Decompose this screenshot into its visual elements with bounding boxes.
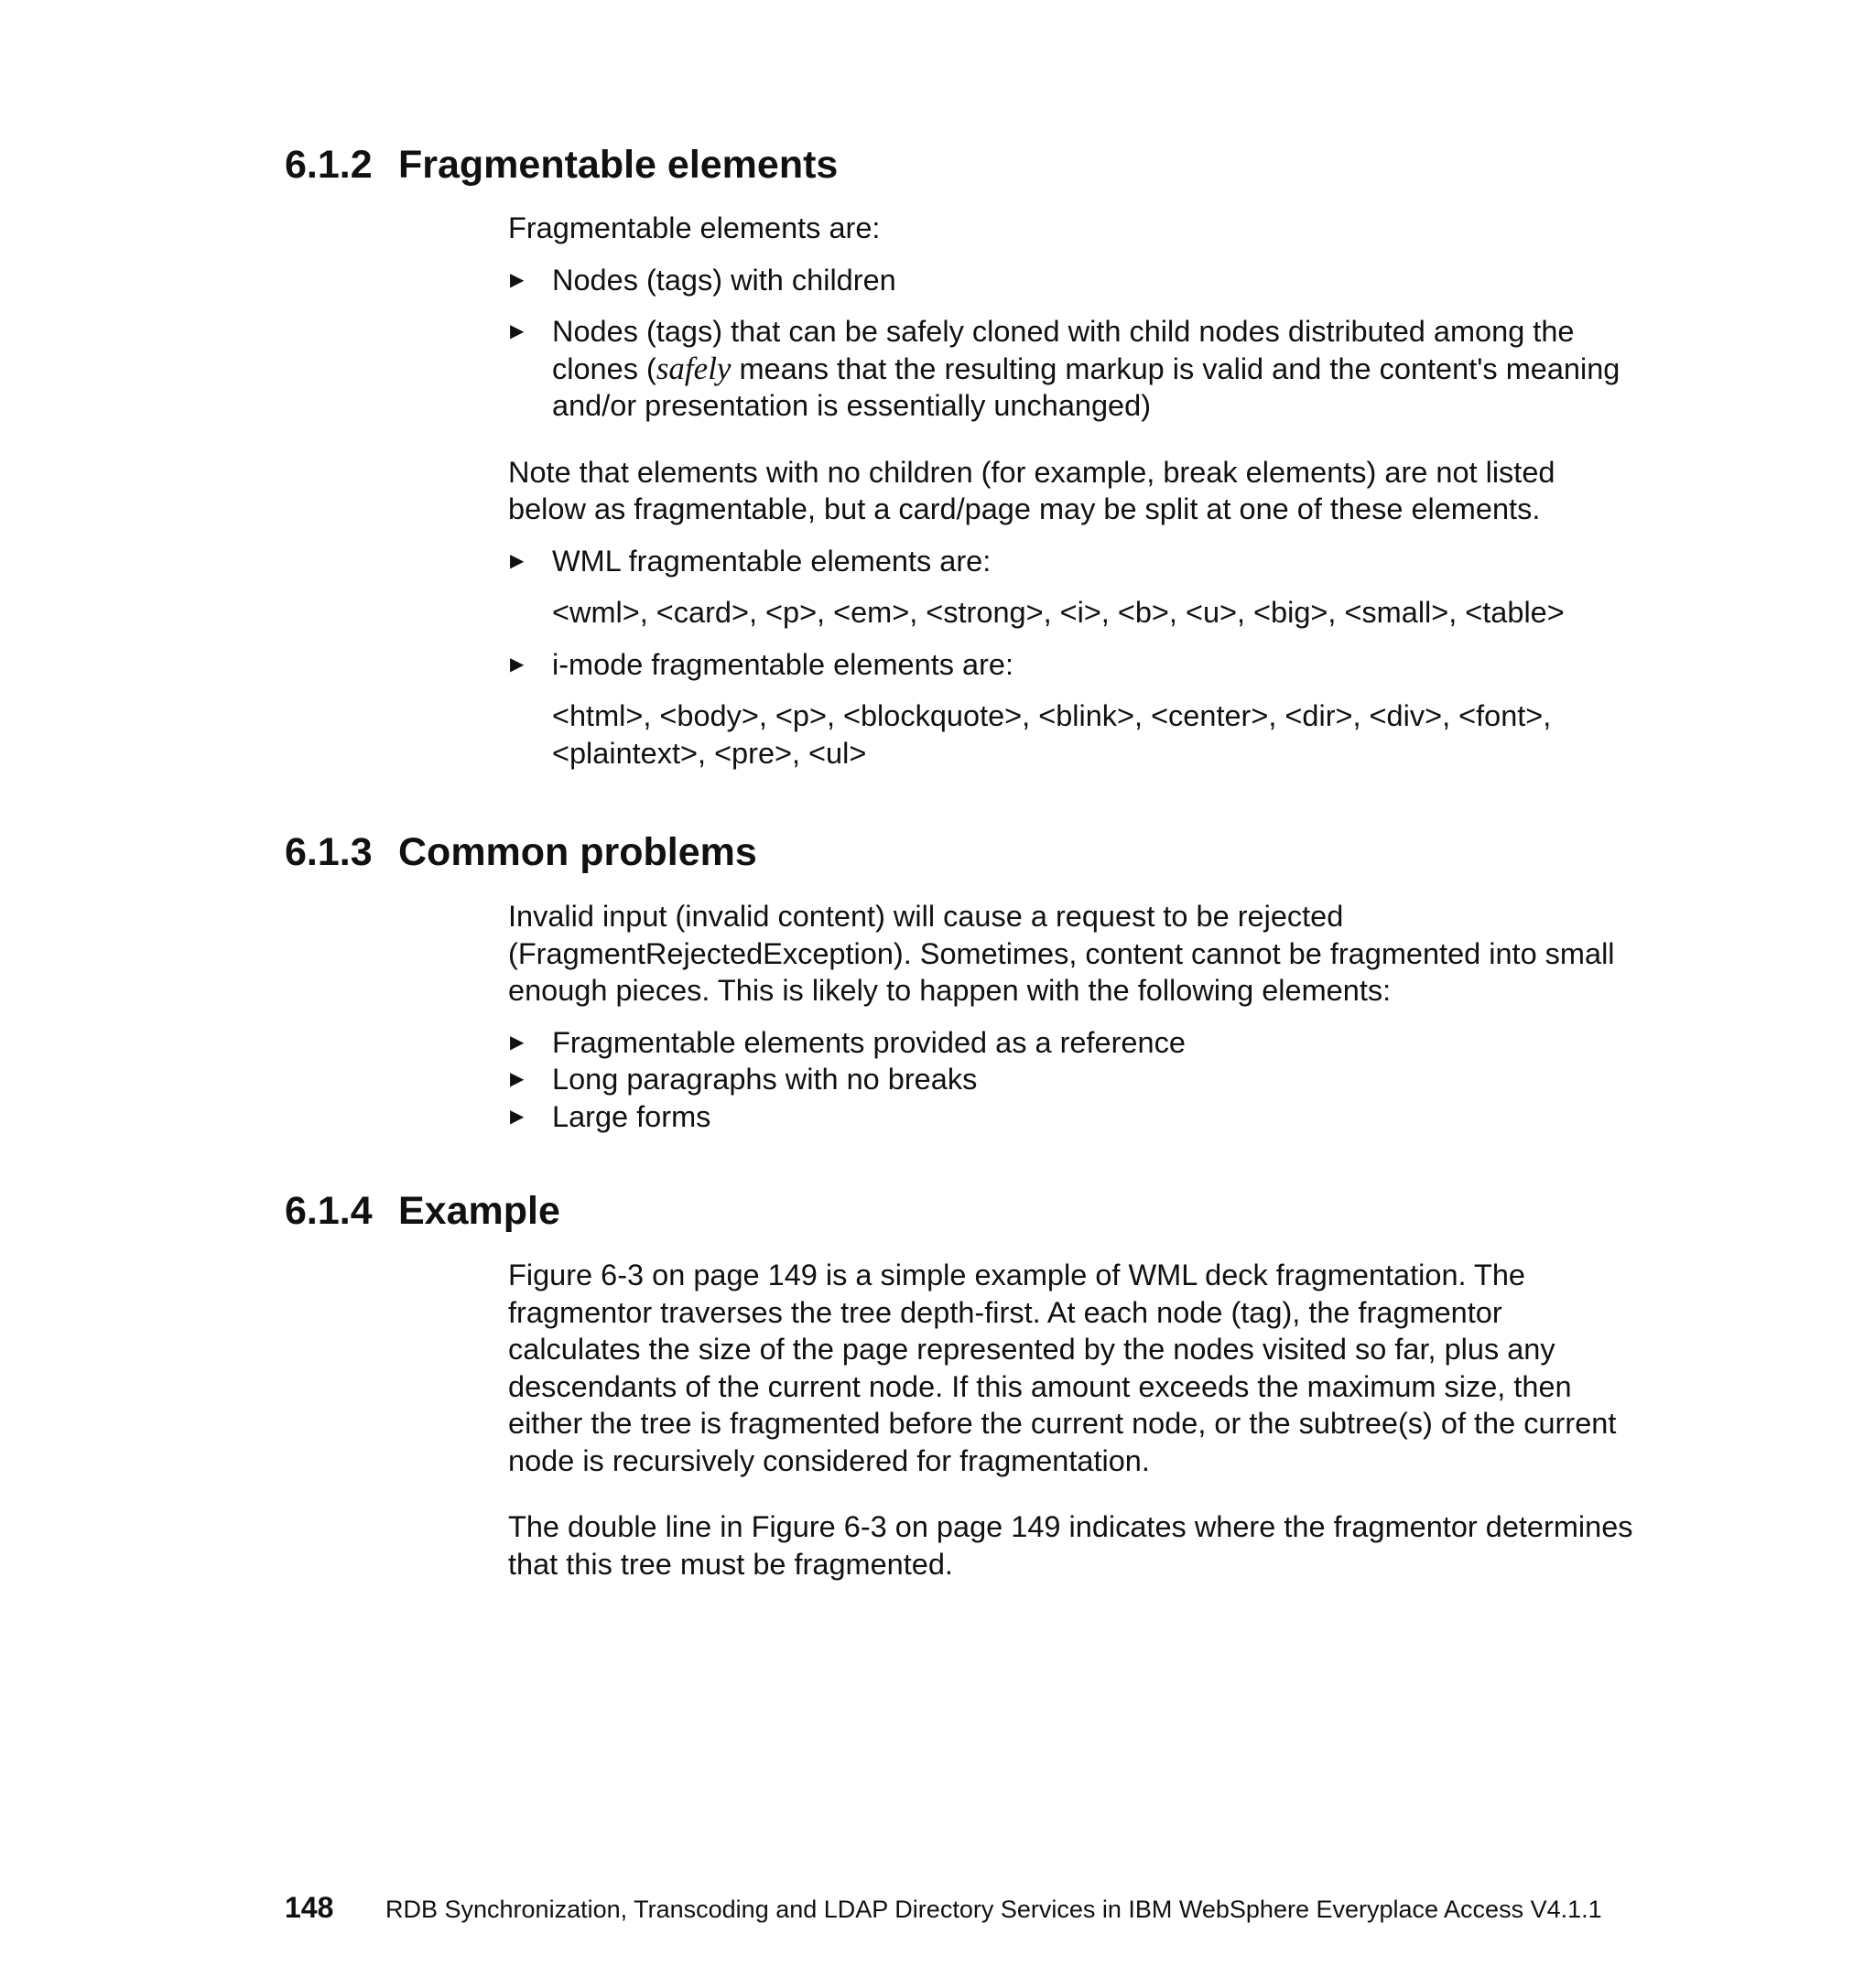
section-number: 6.1.3 <box>285 830 373 874</box>
bullet-triangle-icon: ▶ <box>510 1106 525 1127</box>
section-title: Common problems <box>398 830 757 874</box>
list-item <box>508 1061 1634 1098</box>
bullet-triangle-icon: ▶ <box>510 654 525 675</box>
bullet-triangle-icon: ▶ <box>510 1069 525 1089</box>
list-item-text: Long paragraphs with no breaks <box>552 1063 978 1096</box>
bullet-triangle-icon: ▶ <box>510 269 525 290</box>
section-number: 6.1.2 <box>285 143 373 187</box>
imode-label: i-mode fragmentable elements are: <box>552 647 1014 681</box>
example-paragraph-2: The double line in Figure 6-3 on page 149 indicates where the fragmentor determines that this tree must be fragmented. <box>508 1510 1633 1581</box>
heading-6-1-4 <box>285 1187 560 1235</box>
section-6-1-4-body <box>508 1257 1634 1583</box>
bullet-triangle-icon: ▶ <box>510 1032 525 1053</box>
list-item-text: Fragmentable elements provided as a reference <box>552 1025 1186 1059</box>
section-title: Example <box>398 1189 560 1233</box>
list-item <box>508 646 1634 684</box>
list-item-text: Large forms <box>552 1099 711 1133</box>
list-item <box>508 313 1634 425</box>
bullet-triangle-icon: ▶ <box>510 550 525 571</box>
section-title: Fragmentable elements <box>398 143 839 187</box>
page-number: 148 <box>285 1891 334 1924</box>
imode-elements-line-2: <plaintext>, <pre>, <ul> <box>552 736 867 770</box>
imode-elements-line-1: <html>, <body>, <p>, <blockquote>, <blink>, <center>, <dir>, <div>, <font>, <box>552 699 1552 732</box>
list-item <box>508 1024 1634 1062</box>
wml-elements: <wml>, <card>, <p>, <em>, <strong>, <i>, <b>, <u>, <big>, <small>, <table> <box>552 596 1565 629</box>
emphasis-safely: safely <box>656 350 732 386</box>
list-item-text: Nodes (tags) with children <box>552 263 896 297</box>
heading-6-1-3 <box>285 828 757 876</box>
wml-label: WML fragmentable elements are: <box>552 544 992 578</box>
bullet-triangle-icon: ▶ <box>510 321 525 341</box>
problems-paragraph: Invalid input (invalid content) will cause a request to be rejected (FragmentRejectedException). Sometimes, content cannot be fragmented into small enough pieces. This is likely to happen with the following elements: <box>508 900 1615 1007</box>
list-item <box>508 1098 1634 1136</box>
section-number: 6.1.4 <box>285 1189 373 1233</box>
intro-paragraph: Fragmentable elements are: <box>508 211 881 244</box>
page-footer <box>285 1891 1602 1925</box>
section-6-1-2-body <box>508 210 1634 772</box>
list-item-text-pre: Nodes (tags) that can be safely cloned with child nodes distributed among the clones ( <box>552 315 1575 385</box>
book-title: RDB Synchronization, Transcoding and LDAP Directory Services in IBM WebSphere Everyplace Access V4.1.1 <box>385 1896 1602 1923</box>
list-item <box>508 262 1634 299</box>
list-item <box>508 543 1634 580</box>
list-item-text-post: means that the resulting markup is valid and the content's meaning and/or presentation is essentially unchanged) <box>552 351 1620 422</box>
section-6-1-3-body <box>508 898 1634 1135</box>
note-paragraph: Note that elements with no children (for example, break elements) are not listed below as fragmentable, but a card/page may be split at one of these elements. <box>508 455 1555 525</box>
example-paragraph-1: Figure 6-3 on page 149 is a simple example of WML deck fragmentation. The fragmentor traverses the tree depth-first. At each node (tag), the fragmentor calculates the size of the page represented by the nodes visited so far, plus any descendants of the current node. If this amount exceeds the maximum size, then either the tree is fragmented before the current node, or the subtree(s) of the current node is recursively considered for fragmentation. <box>508 1259 1617 1477</box>
heading-6-1-2 <box>285 141 838 189</box>
